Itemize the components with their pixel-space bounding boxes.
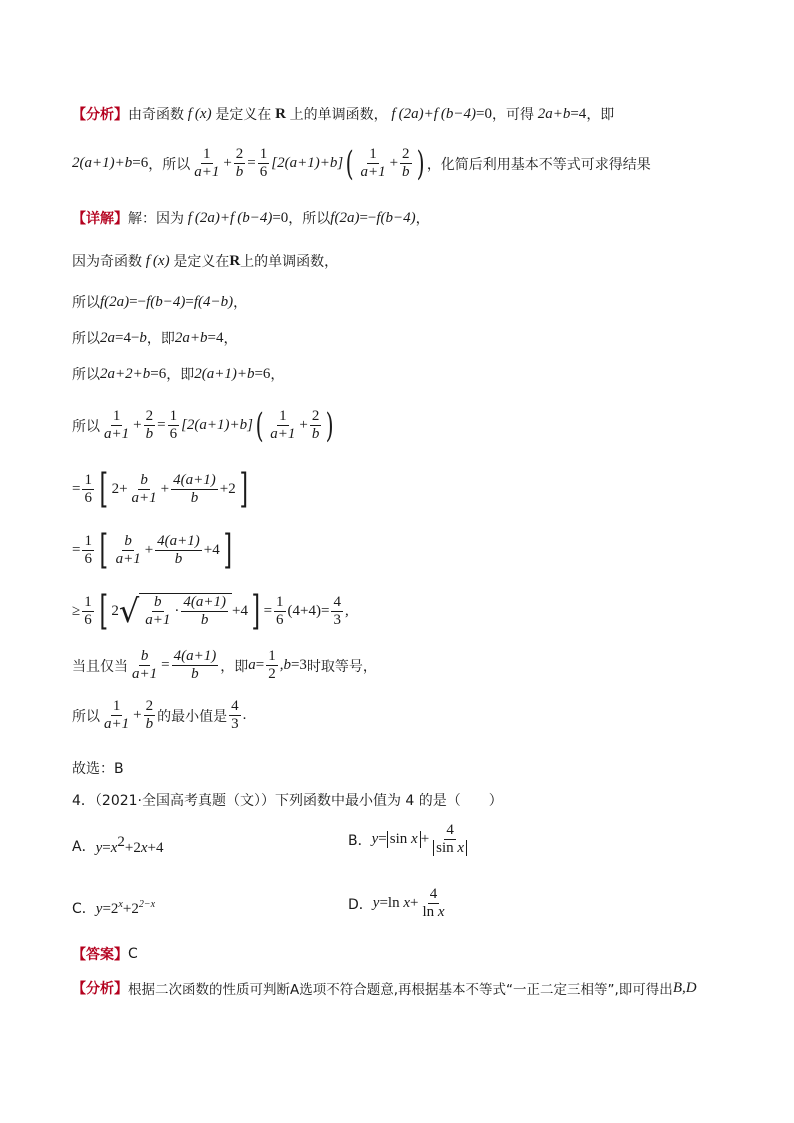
- analysis-line-1: [72, 104, 614, 124]
- detail-text: ，即: [220, 658, 249, 675]
- answer-line: [72, 944, 138, 964]
- detail-text: 的最小值是: [157, 708, 228, 725]
- detail-text: ，: [223, 331, 238, 347]
- option-A-label: A．: [72, 838, 96, 855]
- detail-text: ，即: [166, 367, 195, 383]
- analysis2-text: 根据二次函数的性质可判断A选项不符合题意,再根据基本不等式“一正二定三相等”,即可得出: [128, 982, 673, 998]
- detail-line-9: ≥ $\frac{1}{6}$ [ 2 √ $\frac{b}{a+1}$ · $\frac{4(a+1)}{b}$ +4 ] = $\frac{1}{6}$ (4+4)= $\frac{4}{3}$ ,: [72, 588, 349, 634]
- analysis-text: ，即: [586, 107, 615, 123]
- detail-text: 所以: [72, 367, 100, 383]
- math-eq: 2a+b=4: [533, 105, 587, 122]
- choose-text: 故选：B: [72, 761, 124, 777]
- analysis-text: ，化简后利用基本不等式可求得结果: [426, 156, 651, 173]
- option-B: B． y= sin x + $\frac{4}{\text{sin x}}$: [348, 822, 471, 857]
- detail-text: 时取等号，: [306, 658, 377, 675]
- analysis-tag: 【分析】: [72, 107, 128, 123]
- detail-line-2: 因为奇函数 f (x) 是定义在 R 上的单调函数，: [72, 252, 339, 270]
- math-fx: f (x): [184, 105, 216, 122]
- q4-stem-text: 4．（2021·全国高考真题（文））下列函数中最小值为 4 的是（ ）: [72, 793, 503, 809]
- analysis-text: ，所以: [148, 156, 191, 173]
- detail-text: 因为奇函数: [72, 254, 142, 270]
- math-eq: 2(a+1)+b=6: [72, 155, 149, 171]
- detail-text: 解：因为: [128, 211, 184, 227]
- analysis-text: ，可得: [491, 107, 534, 123]
- detail-line-1: 【详解】 解：因为 f (2a)+f (b−4)=0 ，所以 f(2a)=−f(b−4) ，: [72, 209, 430, 227]
- analysis-text: 上的单调函数，: [289, 107, 388, 123]
- detail-tag: 【详解】: [72, 211, 128, 227]
- analysis2-tag: 【分析】: [72, 981, 128, 997]
- detail-text: 上的单调函数，: [240, 254, 339, 270]
- answer-tag: 【答案】: [72, 947, 128, 963]
- detail-line-3: 所以 f(2a)=−f(b−4)=f(4−b) ，: [72, 293, 248, 311]
- detail-text: ，所以: [288, 211, 331, 227]
- analysis-text: 由奇函数: [128, 107, 184, 123]
- detail-text: 所以: [72, 708, 100, 725]
- detail-text: ，: [233, 295, 248, 311]
- detail-text: 所以: [72, 418, 100, 435]
- detail-text: 是定义在: [173, 254, 230, 270]
- detail-line-6: 所以 $\frac{1}{a+1}$ + $\frac{2}{b}$ = $\frac{1}{6}$ [2(a+1)+b] ( $\frac{1}{a+1}$ + $\frac{2}{b}$ ): [72, 405, 334, 446]
- detail-line-7: = $\frac{1}{6}$ [ 2+ $\frac{b}{a+1}$ + $\frac{4(a+1)}{b}$ +2 ]: [72, 466, 248, 512]
- answer-value: C: [128, 946, 138, 962]
- analysis2-end: B,D: [672, 979, 697, 996]
- detail-line-11: 所以 $\frac{1}{a+1}$ + $\frac{2}{b}$ 的最小值是 $\frac{4}{3}$ .: [72, 698, 247, 732]
- detail-text: ，: [415, 211, 430, 227]
- detail-line-8: = $\frac{1}{6}$ [ $\frac{b}{a+1}$ + $\frac{4(a+1)}{b}$ +4 ]: [72, 527, 232, 573]
- option-B-label: B．: [348, 832, 372, 849]
- detail-text: 所以: [72, 331, 100, 347]
- analysis2-line: [72, 978, 697, 998]
- detail-text: 当且仅当: [72, 658, 128, 675]
- option-D: D． y=ln x+ $\frac{4}{\text{ln x}}$: [348, 886, 445, 920]
- detail-line-4: 所以 2a=4−b ，即 2a+b=4 ，: [72, 329, 238, 347]
- analysis-line-2: 2(a+1)+b=6 ，所以 $\frac{1}{a+1}$ + $\frac{2}{b}$ = $\frac{1}{6}$ [2(a+1)+b] ( $\frac{1}{a+1}$ + $\frac{2}{b}$ ) ，化简后利用基本不等式可求得结果: [72, 143, 651, 184]
- option-C-label: C．: [72, 901, 96, 917]
- detail-line-5: 所以 2a+2+b=6 ，即 2(a+1)+b=6 ，: [72, 365, 285, 383]
- option-C: C． $y=2^x+2^{2-x}$: [72, 898, 156, 917]
- math-R: R: [271, 105, 290, 122]
- choose-line: [72, 758, 124, 778]
- option-A: A． $y=x^2+2x+4$: [72, 834, 164, 856]
- q4-stem: [72, 790, 503, 810]
- detail-line-10: 当且仅当 $\frac{b}{a+1}$ = $\frac{4(a+1)}{b}$ ，即 a= $\frac{1}{2}$ ,b=3 时取等号，: [72, 648, 377, 682]
- math-eq: f (2a)+f (b−4)=0: [387, 105, 492, 122]
- detail-text: 所以: [72, 295, 100, 311]
- analysis-text: 是定义在: [215, 107, 272, 123]
- detail-text: ，: [270, 367, 285, 383]
- option-D-label: D．: [348, 896, 373, 913]
- detail-text: ，即: [146, 331, 175, 347]
